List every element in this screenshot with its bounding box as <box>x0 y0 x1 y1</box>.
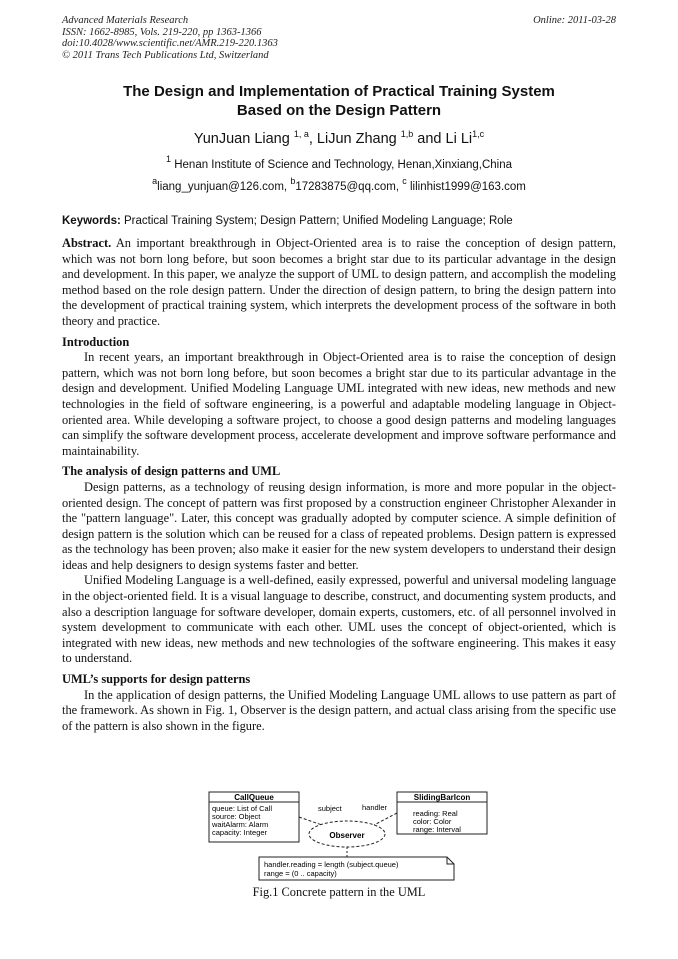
abstract-label: Abstract. <box>62 236 112 250</box>
online-date: Online: 2011-03-28 <box>533 15 616 26</box>
author-name: YunJuan Liang <box>193 131 290 147</box>
authors-and: and <box>417 131 442 147</box>
affiliation-superscript: 1 <box>166 154 172 164</box>
email-address: liang_yunjuan@126.com, <box>157 181 288 193</box>
class-attribute: range: Interval <box>413 825 461 834</box>
class-attribute: color: Color <box>413 817 452 826</box>
email-superscript: c <box>402 176 407 186</box>
author-list <box>62 130 616 148</box>
section-heading: Introduction <box>62 334 130 349</box>
class-attribute: source: Object <box>212 812 261 821</box>
section-heading: The analysis of design patterns and UML <box>62 464 281 479</box>
paper-title <box>62 82 616 120</box>
class-attribute: reading: Real <box>413 809 458 818</box>
paragraph: In recent years, an important breakthrough in Object-Oriented area is to raise the conception of design pattern, which was not born long before, but soon becomes a bright star due to its particular advantage in the design and development. Unified Modeling Language UML integrated with new ideas, new methods and new technologies in the field of software engineering, is a powerful and adaptable modeling language in Object-oriented area. While developing a software project, to choose a good design patterns and modeling languages can simplify the software development process, accelerate development and improve software performance and maintainability. <box>62 350 616 458</box>
author-name: LiJun Zhang <box>316 131 397 147</box>
email-superscript: b <box>290 176 296 186</box>
doi-line: doi:10.4028/www.scientific.net/AMR.219-220.1363 <box>62 38 278 49</box>
section-heading: UML’s supports for design patterns <box>62 672 251 687</box>
class-attribute: queue: List of Call <box>212 804 273 813</box>
abstract-text: An important breakthrough in Object-Oriented area is to raise the conception of design pattern, which was not born long before, but soon becomes a bright star due to its particular advantage in the design and development. In this paper, we analyze the support of UML to design pattern, and accomplish the modeling method based on the role design pattern. Under the direction of design pattern, to bring the design pattern into the development of practical training system, which interprets the development process of the software in both theory and practice. <box>62 236 616 328</box>
copyright-line: © 2011 Trans Tech Publications Ltd, Switzerland <box>62 49 269 61</box>
abstract <box>62 236 616 330</box>
class-box-slidingbaricon <box>397 792 487 834</box>
class-name: CallQueue <box>234 793 274 802</box>
email-address: 17283875@qq.com, <box>295 181 400 193</box>
uml-diagram <box>62 787 616 882</box>
uml-figure <box>62 787 616 887</box>
email-address: lilinhist1999@163.com <box>409 181 526 193</box>
keywords <box>62 214 616 228</box>
paragraph: In the application of design patterns, the Unified Modeling Language UML allows to use pattern as part of the framework. As shown in Fig. 1, Observer is the design pattern, and actual class arising from the specific use of the pattern is also shown in the figure. <box>62 687 616 733</box>
email-list <box>62 176 616 194</box>
note-line: handler.reading = length (subject.queue) <box>264 860 399 869</box>
class-attribute: capacity: Integer <box>212 828 268 837</box>
class-attribute: waitAlarm: Alarm <box>212 820 269 829</box>
affiliation-text: Henan Institute of Science and Technology, Henan,Xinxiang,China <box>174 159 512 171</box>
class-name: SlidingBarIcon <box>413 793 471 802</box>
title-line-2: Based on the Design Pattern <box>236 102 442 119</box>
issn-line: ISSN: 1662-8985, Vols. 219-220, pp 1363-1366 <box>62 26 262 38</box>
role-connector-handler <box>374 813 397 825</box>
figure-caption: Fig.1 Concrete pattern in the UML <box>252 885 426 899</box>
author-superscript: 1,b <box>400 129 414 139</box>
role-label-handler: handler <box>362 803 388 812</box>
collaboration-label: Observer <box>329 831 365 840</box>
paragraph: Unified Modeling Language is a well-defined, easily expressed, powerful and universal modeling language in the object-oriented field. It is a visual language to describe, construct, and documenting system products, and also a description language for software developer, domain experts, customers, etc. of all personnel involved in system development to communicate with each other. UML uses the concept of object-oriented, which is integrated with new ideas, new methods and new technologies of the software engineering. This makes it easy to understand. <box>62 573 616 666</box>
class-box-callqueue <box>209 792 299 842</box>
keywords-text: Practical Training System; Design Pattern; Unified Modeling Language; Role <box>124 215 513 227</box>
author-superscript: 1, a <box>293 129 309 139</box>
page-header <box>62 15 616 61</box>
email-superscript: a <box>152 176 158 186</box>
paper-body <box>62 236 616 734</box>
keywords-label: Keywords: <box>62 215 121 227</box>
author-superscript: 1,c <box>472 129 485 139</box>
journal-name: Advanced Materials Research <box>62 15 189 26</box>
affiliation <box>62 154 616 172</box>
role-connector-subject <box>299 817 322 825</box>
role-label-subject: subject <box>318 804 342 813</box>
paragraph: Design patterns, as a technology of reusing design information, is more and more popular in the object-oriented design. The concept of pattern was first proposed by a construction engineer Christopher Alexander in the "pattern language". Later, this concept was gradually adopted by computer science. A simple definition of design pattern is the solution which can be reused for a class of repeated problems. Design pattern is expressed as the technology has been proven; also make it easier for the new system developers to understand their design ideas and help designers to design systems faster and better. <box>62 479 616 572</box>
constraint-note <box>259 857 454 880</box>
title-line-1: The Design and Implementation of Practical Training System <box>123 83 555 100</box>
author-separator: , <box>308 131 313 147</box>
note-line: range = (0 .. capacity) <box>264 869 337 878</box>
author-name: Li Li <box>445 131 473 147</box>
